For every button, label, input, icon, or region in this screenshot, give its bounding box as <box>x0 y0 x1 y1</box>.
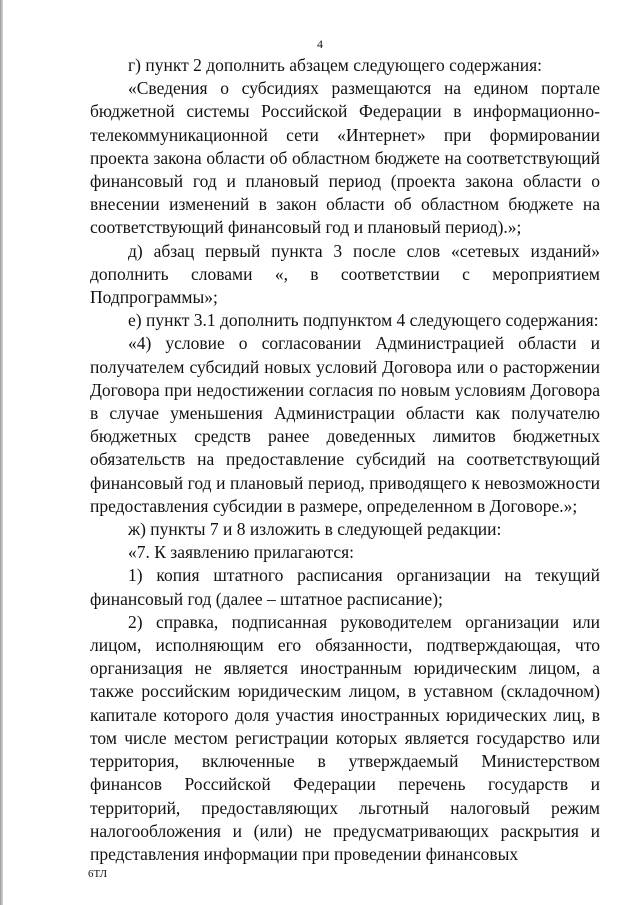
paragraph-g-quote: «Сведения о субсидиях размещаются на едином портале бюджетной системы Российской Федерации в информационно-телекоммуникационной сети «Интернет» при формировании проекта закона области об областном бюджете на соответствующий финансовый год и плановый период (проекта закона области о внесении изменений в закон области об областном бюджете на соответствующий финансовый год и плановый период).»; <box>90 78 600 238</box>
page-number: 4 <box>317 37 323 51</box>
paragraph-e: е) пункт 3.1 дополнить подпунктом 4 следующего содержания: <box>128 310 599 331</box>
paragraph-7: «7. К заявлению прилагаются: <box>128 542 355 563</box>
paragraph-zh: ж) пункты 7 и 8 изложить в следующей редакции: <box>128 519 502 540</box>
paragraph-e-quote: «4) условие о согласовании Администрацией области и получателем субсидий новых условий Договора или о расторжении Договора при недостижении согласия по новым условиям Договора в случае уменьшения Администрации области как получателю бюджетных средств ранее доведенных лимитов бюджетных обязательств на предоставление субсидий на соответствующий финансовый год и плановый период, приводящего к невозможности предоставления субсидии в размере, определенном в Договоре.»; <box>90 333 600 516</box>
document-body <box>90 54 600 866</box>
paragraph-g: г) пункт 2 дополнить абзацем следующего содержания: <box>128 55 543 75</box>
footer-code: 6ТЛ <box>88 868 108 880</box>
scan-edge <box>0 0 3 905</box>
paragraph-d: д) абзац первый пункта 3 после слов «сетевых изданий» дополнить словами «, в соответствии с мероприятием Подпрограммы»; <box>90 240 600 308</box>
paragraph-7-2: 2) справка, подписанная руководителем организации или лицом, исполняющим его обязанности, подтверждающая, что организация не является иностранным юридическим лицом, а также российским юридическим лицом, в уставном (складочном) капитале которого доля участия иностранных юридических лиц, в том числе местом регистрации которых является государство или территория, включенные в утверждаемый Министерством финансов Российской Федерации перечень государств и территорий, предоставляющих льготный налоговый режим налогообложения и (или) не предусматривающих раскрытия и представления информации при проведении финансовых <box>90 611 600 864</box>
paragraph-7-1: 1) копия штатного расписания организации на текущий финансовый год (далее – штатное расписание); <box>90 565 600 609</box>
